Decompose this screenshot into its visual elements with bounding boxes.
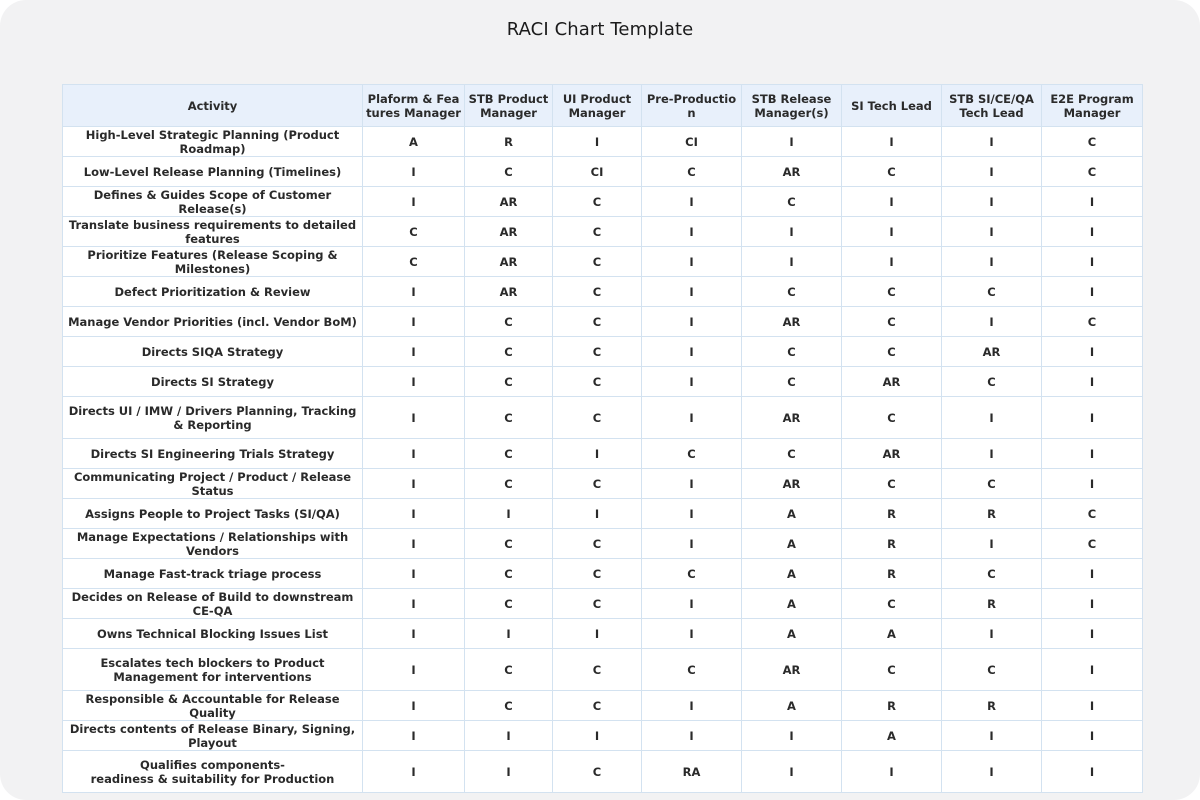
activity-cell: Defines & Guides Scope of Customer Release(s) bbox=[63, 187, 363, 217]
raci-cell: I bbox=[363, 187, 465, 217]
table-body bbox=[63, 127, 1143, 793]
raci-cell: I bbox=[363, 157, 465, 187]
raci-cell: I bbox=[553, 127, 642, 157]
raci-cell: A bbox=[363, 127, 465, 157]
raci-cell: I bbox=[642, 589, 742, 619]
raci-cell: C bbox=[942, 367, 1042, 397]
raci-cell: A bbox=[742, 499, 842, 529]
activity-cell: Owns Technical Blocking Issues List bbox=[63, 619, 363, 649]
activity-cell: Directs SI Strategy bbox=[63, 367, 363, 397]
raci-cell: A bbox=[742, 589, 842, 619]
raci-cell: I bbox=[363, 529, 465, 559]
column-header: SI Tech Lead bbox=[842, 85, 942, 127]
raci-cell: I bbox=[363, 649, 465, 691]
raci-cell: I bbox=[553, 439, 642, 469]
raci-cell: C bbox=[465, 307, 553, 337]
raci-cell: C bbox=[465, 649, 553, 691]
table-row bbox=[63, 589, 1143, 619]
table-row bbox=[63, 337, 1143, 367]
raci-cell: C bbox=[642, 649, 742, 691]
activity-cell: Communicating Project / Product / Release Status bbox=[63, 469, 363, 499]
raci-cell: AR bbox=[742, 469, 842, 499]
raci-cell: I bbox=[642, 217, 742, 247]
raci-cell: C bbox=[553, 559, 642, 589]
raci-cell: I bbox=[942, 439, 1042, 469]
table-row bbox=[63, 307, 1143, 337]
column-header: STB SI/CE/QA Tech Lead bbox=[942, 85, 1042, 127]
page-title: RACI Chart Template bbox=[506, 19, 694, 40]
raci-cell: I bbox=[1042, 217, 1143, 247]
raci-cell: R bbox=[842, 559, 942, 589]
column-header: UI Product Manager bbox=[553, 85, 642, 127]
table-row bbox=[63, 559, 1143, 589]
raci-cell: I bbox=[363, 751, 465, 793]
raci-cell: I bbox=[1042, 721, 1143, 751]
raci-cell: R bbox=[942, 499, 1042, 529]
raci-cell: I bbox=[642, 529, 742, 559]
raci-cell: I bbox=[363, 397, 465, 439]
raci-cell: R bbox=[842, 691, 942, 721]
table-header-row bbox=[63, 85, 1143, 127]
raci-cell: I bbox=[1042, 337, 1143, 367]
raci-cell: C bbox=[842, 307, 942, 337]
column-header: Pre-Production bbox=[642, 85, 742, 127]
raci-cell: C bbox=[465, 559, 553, 589]
raci-cell: C bbox=[363, 247, 465, 277]
raci-cell: C bbox=[1042, 307, 1143, 337]
raci-cell: I bbox=[1042, 439, 1143, 469]
activity-cell: Directs SI Engineering Trials Strategy bbox=[63, 439, 363, 469]
raci-cell: C bbox=[553, 529, 642, 559]
raci-cell: AR bbox=[742, 649, 842, 691]
raci-cell: C bbox=[842, 589, 942, 619]
raci-cell: I bbox=[363, 619, 465, 649]
raci-cell: C bbox=[465, 367, 553, 397]
raci-cell: I bbox=[642, 619, 742, 649]
activity-cell: Manage Vendor Priorities (incl. Vendor BoM) bbox=[63, 307, 363, 337]
raci-cell: I bbox=[553, 619, 642, 649]
raci-cell: I bbox=[742, 217, 842, 247]
table-row bbox=[63, 127, 1143, 157]
raci-cell: C bbox=[553, 397, 642, 439]
raci-cell: C bbox=[553, 217, 642, 247]
raci-cell: A bbox=[842, 619, 942, 649]
raci-cell: AR bbox=[465, 247, 553, 277]
raci-cell: AR bbox=[465, 187, 553, 217]
raci-cell: C bbox=[553, 469, 642, 499]
raci-cell: C bbox=[1042, 127, 1143, 157]
raci-cell: R bbox=[942, 589, 1042, 619]
raci-cell: C bbox=[553, 367, 642, 397]
raci-cell: I bbox=[1042, 589, 1143, 619]
raci-cell: I bbox=[742, 127, 842, 157]
raci-cell: R bbox=[842, 529, 942, 559]
raci-cell: I bbox=[465, 751, 553, 793]
raci-cell: C bbox=[942, 559, 1042, 589]
raci-cell: CI bbox=[553, 157, 642, 187]
raci-cell: I bbox=[1042, 691, 1143, 721]
raci-cell: C bbox=[553, 337, 642, 367]
raci-cell: I bbox=[942, 529, 1042, 559]
raci-cell: C bbox=[842, 397, 942, 439]
raci-cell: C bbox=[1042, 499, 1143, 529]
raci-cell: I bbox=[742, 247, 842, 277]
table-row bbox=[63, 367, 1143, 397]
raci-cell: AR bbox=[742, 397, 842, 439]
raci-cell: C bbox=[1042, 157, 1143, 187]
raci-cell: A bbox=[842, 721, 942, 751]
raci-cell: I bbox=[642, 691, 742, 721]
raci-cell: I bbox=[1042, 619, 1143, 649]
raci-cell: I bbox=[942, 751, 1042, 793]
raci-cell: AR bbox=[465, 277, 553, 307]
raci-cell: C bbox=[465, 397, 553, 439]
raci-cell: C bbox=[1042, 529, 1143, 559]
raci-cell: C bbox=[942, 469, 1042, 499]
raci-cell: C bbox=[642, 157, 742, 187]
column-header: STB Release Manager(s) bbox=[742, 85, 842, 127]
raci-cell: I bbox=[363, 499, 465, 529]
raci-cell: I bbox=[363, 559, 465, 589]
raci-cell: AR bbox=[842, 367, 942, 397]
raci-cell: C bbox=[553, 691, 642, 721]
table-row bbox=[63, 529, 1143, 559]
raci-cell: I bbox=[363, 691, 465, 721]
table-row bbox=[63, 751, 1143, 793]
raci-cell: A bbox=[742, 529, 842, 559]
raci-cell: I bbox=[642, 247, 742, 277]
raci-cell: C bbox=[642, 559, 742, 589]
raci-cell: I bbox=[465, 721, 553, 751]
raci-cell: C bbox=[842, 277, 942, 307]
raci-cell: R bbox=[842, 499, 942, 529]
raci-cell: C bbox=[553, 751, 642, 793]
raci-cell: C bbox=[742, 439, 842, 469]
raci-cell: C bbox=[553, 307, 642, 337]
table-row bbox=[63, 721, 1143, 751]
raci-cell: I bbox=[642, 277, 742, 307]
activity-cell: Responsible & Accountable for Release Quality bbox=[63, 691, 363, 721]
raci-cell: A bbox=[742, 691, 842, 721]
raci-cell: I bbox=[363, 337, 465, 367]
raci-cell: I bbox=[1042, 277, 1143, 307]
raci-cell: C bbox=[465, 589, 553, 619]
table-row bbox=[63, 157, 1143, 187]
raci-cell: C bbox=[553, 277, 642, 307]
raci-cell: C bbox=[642, 439, 742, 469]
activity-cell: Translate business requirements to detailed features bbox=[63, 217, 363, 247]
table-row bbox=[63, 397, 1143, 439]
table-row bbox=[63, 619, 1143, 649]
raci-cell: CI bbox=[642, 127, 742, 157]
table-row bbox=[63, 439, 1143, 469]
column-header: Plaform & Features Manager bbox=[363, 85, 465, 127]
raci-cell: I bbox=[942, 157, 1042, 187]
raci-cell: C bbox=[842, 157, 942, 187]
raci-cell: I bbox=[363, 367, 465, 397]
raci-cell: I bbox=[942, 619, 1042, 649]
raci-cell: RA bbox=[642, 751, 742, 793]
activity-cell: Escalates tech blockers to Product Management for interventions bbox=[63, 649, 363, 691]
activity-cell: Assigns People to Project Tasks (SI/QA) bbox=[63, 499, 363, 529]
raci-cell: C bbox=[465, 439, 553, 469]
raci-cell: I bbox=[1042, 397, 1143, 439]
table-row bbox=[63, 217, 1143, 247]
raci-cell: I bbox=[642, 721, 742, 751]
activity-cell: Manage Fast-track triage process bbox=[63, 559, 363, 589]
raci-cell: I bbox=[1042, 187, 1143, 217]
raci-cell: A bbox=[742, 559, 842, 589]
raci-cell: I bbox=[642, 469, 742, 499]
raci-table bbox=[62, 84, 1143, 793]
raci-cell: I bbox=[642, 499, 742, 529]
raci-cell: C bbox=[363, 217, 465, 247]
table-row bbox=[63, 691, 1143, 721]
raci-cell: C bbox=[742, 367, 842, 397]
raci-cell: I bbox=[942, 397, 1042, 439]
raci-cell: I bbox=[642, 367, 742, 397]
raci-cell: AR bbox=[465, 217, 553, 247]
raci-cell: A bbox=[742, 619, 842, 649]
raci-cell: AR bbox=[942, 337, 1042, 367]
activity-cell: Directs UI / IMW / Drivers Planning, Tracking & Reporting bbox=[63, 397, 363, 439]
raci-cell: I bbox=[465, 499, 553, 529]
column-header: STB Product Manager bbox=[465, 85, 553, 127]
raci-cell: I bbox=[363, 439, 465, 469]
raci-cell: I bbox=[842, 751, 942, 793]
column-header: E2E Program Manager bbox=[1042, 85, 1143, 127]
raci-cell: I bbox=[942, 217, 1042, 247]
column-header-activity: Activity bbox=[63, 85, 363, 127]
raci-cell: C bbox=[465, 157, 553, 187]
raci-cell: AR bbox=[742, 307, 842, 337]
table-row bbox=[63, 649, 1143, 691]
raci-cell: I bbox=[842, 217, 942, 247]
table-row bbox=[63, 187, 1143, 217]
activity-cell: Manage Expectations / Relationships with Vendors bbox=[63, 529, 363, 559]
raci-cell: C bbox=[553, 589, 642, 619]
raci-cell: I bbox=[642, 187, 742, 217]
raci-cell: I bbox=[363, 469, 465, 499]
raci-cell: C bbox=[465, 337, 553, 367]
raci-cell: C bbox=[942, 277, 1042, 307]
raci-cell: I bbox=[1042, 367, 1143, 397]
raci-cell: C bbox=[553, 649, 642, 691]
raci-cell: C bbox=[842, 469, 942, 499]
raci-cell: I bbox=[642, 397, 742, 439]
table-row bbox=[63, 469, 1143, 499]
raci-cell: I bbox=[642, 337, 742, 367]
raci-cell: I bbox=[363, 277, 465, 307]
raci-cell: C bbox=[942, 649, 1042, 691]
raci-cell: I bbox=[942, 721, 1042, 751]
raci-cell: I bbox=[1042, 649, 1143, 691]
activity-cell: Directs SIQA Strategy bbox=[63, 337, 363, 367]
activity-cell: Low-Level Release Planning (Timelines) bbox=[63, 157, 363, 187]
raci-cell: C bbox=[742, 277, 842, 307]
raci-cell: I bbox=[642, 307, 742, 337]
raci-cell: I bbox=[1042, 751, 1143, 793]
activity-cell: Prioritize Features (Release Scoping & Milestones) bbox=[63, 247, 363, 277]
activity-cell: High-Level Strategic Planning (Product Roadmap) bbox=[63, 127, 363, 157]
raci-cell: I bbox=[363, 307, 465, 337]
raci-cell: I bbox=[842, 127, 942, 157]
table-row bbox=[63, 277, 1143, 307]
raci-cell: I bbox=[942, 307, 1042, 337]
raci-cell: I bbox=[1042, 469, 1143, 499]
raci-cell: R bbox=[465, 127, 553, 157]
activity-cell: Defect Prioritization & Review bbox=[63, 277, 363, 307]
raci-cell: AR bbox=[742, 157, 842, 187]
raci-cell: C bbox=[465, 691, 553, 721]
raci-cell: C bbox=[742, 337, 842, 367]
activity-cell: Decides on Release of Build to downstream CE-QA bbox=[63, 589, 363, 619]
raci-cell: I bbox=[742, 721, 842, 751]
raci-cell: I bbox=[942, 247, 1042, 277]
raci-cell: AR bbox=[842, 439, 942, 469]
activity-cell: Directs contents of Release Binary, Signing, Playout bbox=[63, 721, 363, 751]
raci-cell: R bbox=[942, 691, 1042, 721]
raci-cell: C bbox=[742, 187, 842, 217]
raci-cell: C bbox=[842, 649, 942, 691]
raci-cell: C bbox=[553, 187, 642, 217]
raci-cell: I bbox=[1042, 559, 1143, 589]
raci-cell: I bbox=[942, 127, 1042, 157]
raci-cell: I bbox=[842, 247, 942, 277]
activity-cell: Qualifies components- readiness & suitability for Production bbox=[63, 751, 363, 793]
raci-cell: I bbox=[942, 187, 1042, 217]
raci-cell: C bbox=[465, 469, 553, 499]
table-row bbox=[63, 247, 1143, 277]
raci-cell: I bbox=[465, 619, 553, 649]
table-row bbox=[63, 499, 1143, 529]
raci-cell: I bbox=[363, 589, 465, 619]
raci-cell: C bbox=[842, 337, 942, 367]
raci-cell: C bbox=[553, 247, 642, 277]
raci-cell: I bbox=[553, 721, 642, 751]
raci-cell: I bbox=[363, 721, 465, 751]
raci-cell: I bbox=[1042, 247, 1143, 277]
raci-cell: I bbox=[553, 499, 642, 529]
raci-cell: C bbox=[465, 529, 553, 559]
raci-cell: I bbox=[742, 751, 842, 793]
raci-cell: I bbox=[842, 187, 942, 217]
